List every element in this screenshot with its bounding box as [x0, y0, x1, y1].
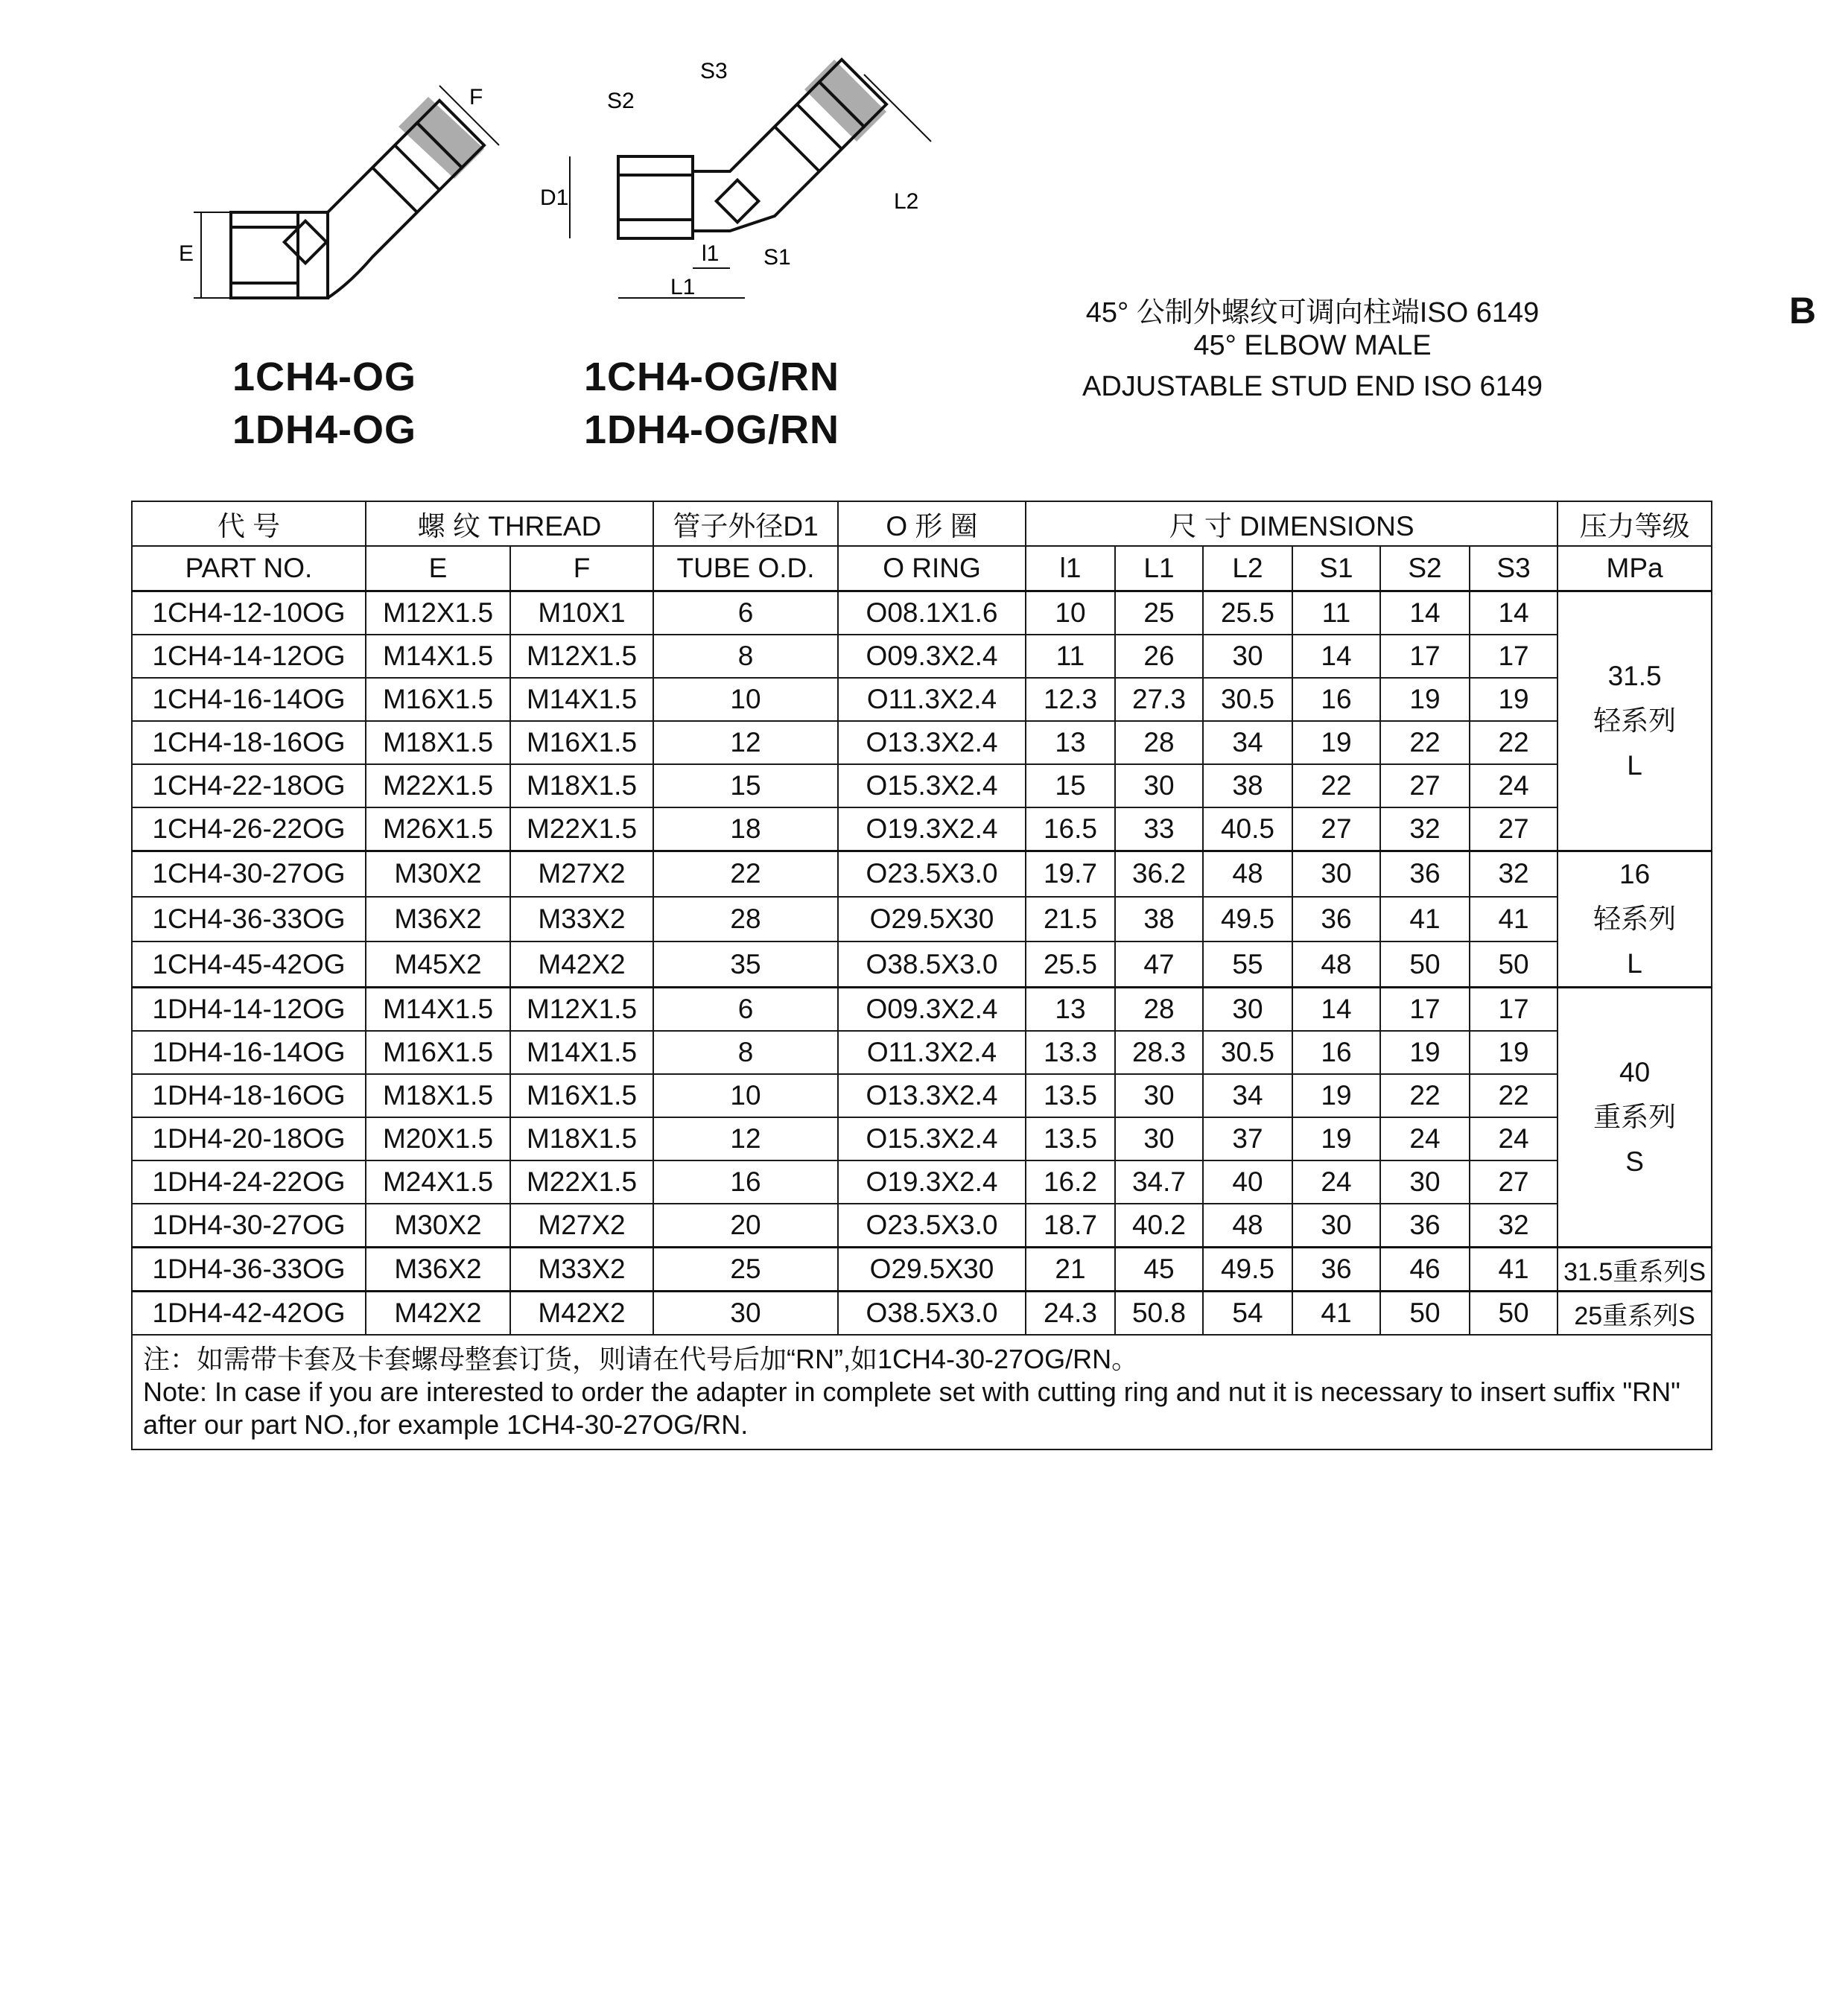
cell-dim-s1: 22	[1292, 764, 1380, 807]
cell-dim-s2: 50	[1380, 941, 1470, 987]
cell-dim-s3: 41	[1470, 1248, 1558, 1292]
pressure-group: 31.5重系列S	[1558, 1248, 1712, 1292]
heading-en-2: ADJUSTABLE STUD END ISO 6149	[1082, 371, 1543, 402]
code-left-2: 1DH4-OG	[232, 407, 417, 452]
heading-zh: 45° 公制外螺纹可调向柱端ISO 6149	[1085, 297, 1540, 328]
header-pressure-zh: 压力等级	[1558, 501, 1712, 546]
cell-part-no: 1DH4-36-33OG	[132, 1248, 366, 1292]
cell-dim-l2: 25.5	[1203, 591, 1292, 635]
cell-tube-od: 28	[653, 897, 838, 942]
pressure-value: 31.5	[1607, 661, 1662, 691]
cell-dim-s2: 22	[1380, 721, 1470, 764]
cell-thread-e: M14X1.5	[366, 988, 510, 1032]
cell-dim-l2: 55	[1203, 941, 1292, 987]
cell-dim-s3: 19	[1470, 1031, 1558, 1074]
dim-label-d1: D1	[540, 185, 569, 210]
cell-thread-e: M16X1.5	[366, 678, 510, 721]
cell-dim-s1: 16	[1292, 1031, 1380, 1074]
cell-tube-od: 22	[653, 851, 838, 897]
cell-dim-s1: 41	[1292, 1292, 1380, 1336]
cell-dim-s3: 14	[1470, 591, 1558, 635]
table-row	[132, 678, 1712, 721]
cell-thread-e: M12X1.5	[366, 591, 510, 635]
cell-thread-f: M16X1.5	[510, 721, 653, 764]
cell-dim-s3: 32	[1470, 1204, 1558, 1248]
cell-o-ring: O38.5X3.0	[838, 1292, 1026, 1336]
cell-dim-s3: 22	[1470, 1074, 1558, 1117]
cell-part-no: 1DH4-20-18OG	[132, 1117, 366, 1160]
cell-part-no: 1DH4-16-14OG	[132, 1031, 366, 1074]
cell-dim-s2: 14	[1380, 591, 1470, 635]
cell-thread-e: M36X2	[366, 1248, 510, 1292]
cell-dim-s1: 11	[1292, 591, 1380, 635]
cell-dim-l1: 27.3	[1115, 678, 1203, 721]
cell-dim-l2: 40	[1203, 1160, 1292, 1204]
dim-label-f: F	[469, 85, 483, 109]
cell-dim-s2: 27	[1380, 764, 1470, 807]
header-oring-zh: O 形 圈	[838, 501, 1026, 546]
cell-thread-f: M14X1.5	[510, 678, 653, 721]
cell-thread-e: M16X1.5	[366, 1031, 510, 1074]
cell-dim-s1: 27	[1292, 807, 1380, 851]
header-l1: L1	[1115, 546, 1203, 591]
cell-dim-l1: 28	[1115, 721, 1203, 764]
cell-o-ring: O38.5X3.0	[838, 941, 1026, 987]
cell-dim-s1: 19	[1292, 721, 1380, 764]
fitting-drawing-right	[536, 45, 939, 313]
header-thread: 螺 纹 THREAD	[366, 501, 653, 546]
cell-thread-f: M10X1	[510, 591, 653, 635]
table-row	[132, 1292, 1712, 1336]
cell-dim-s2: 36	[1380, 1204, 1470, 1248]
header-e: E	[366, 546, 510, 591]
pressure-group: 25重系列S	[1558, 1292, 1712, 1336]
cell-dim-l2: 38	[1203, 764, 1292, 807]
pressure-series-en: L	[1627, 948, 1642, 979]
cell-part-no: 1CH4-12-10OG	[132, 591, 366, 635]
header-l1-small: l1	[1026, 546, 1115, 591]
cell-thread-e: M24X1.5	[366, 1160, 510, 1204]
pressure-value: 16	[1619, 859, 1651, 889]
cell-thread-e: M18X1.5	[366, 721, 510, 764]
cell-o-ring: O29.5X30	[838, 1248, 1026, 1292]
cell-dim-l2: 49.5	[1203, 1248, 1292, 1292]
cell-dim-s3: 50	[1470, 941, 1558, 987]
cell-dim-l1: 34.7	[1115, 1160, 1203, 1204]
table-row	[132, 591, 1712, 635]
cell-dim-s2: 32	[1380, 807, 1470, 851]
dim-label-s2: S2	[607, 89, 635, 113]
cell-dim-s2: 22	[1380, 1074, 1470, 1117]
pressure-group	[1558, 591, 1712, 851]
dim-label-l2: L2	[894, 189, 919, 214]
cell-tube-od: 12	[653, 721, 838, 764]
cell-thread-f: M42X2	[510, 941, 653, 987]
cell-dim-l1-small: 18.7	[1026, 1204, 1115, 1248]
cell-tube-od: 10	[653, 678, 838, 721]
code-right-2: 1DH4-OG/RN	[584, 407, 840, 452]
cell-o-ring: O11.3X2.4	[838, 1031, 1026, 1074]
cell-o-ring: O08.1X1.6	[838, 591, 1026, 635]
cell-tube-od: 18	[653, 807, 838, 851]
cell-dim-s1: 19	[1292, 1074, 1380, 1117]
table-row	[132, 941, 1712, 987]
cell-thread-e: M20X1.5	[366, 1117, 510, 1160]
cell-tube-od: 30	[653, 1292, 838, 1336]
cell-dim-l1: 40.2	[1115, 1204, 1203, 1248]
cell-dim-l1: 36.2	[1115, 851, 1203, 897]
table-row	[132, 1074, 1712, 1117]
table-row	[132, 988, 1712, 1032]
cell-dim-l1-small: 13.5	[1026, 1117, 1115, 1160]
table-row	[132, 1031, 1712, 1074]
cell-dim-l1: 28	[1115, 988, 1203, 1032]
cell-dim-s3: 17	[1470, 988, 1558, 1032]
header-dimensions: 尺 寸 DIMENSIONS	[1026, 501, 1558, 546]
note-en: Note: In case if you are interested to order the adapter in complete set with cutting ring and nut it is necessary to insert suffix "RN" after our part NO.,for example 1CH4-30-27OG/RN.	[143, 1376, 1680, 1440]
cell-dim-s3: 24	[1470, 764, 1558, 807]
cell-dim-l1: 50.8	[1115, 1292, 1203, 1336]
cell-dim-s1: 30	[1292, 851, 1380, 897]
cell-dim-l1-small: 21	[1026, 1248, 1115, 1292]
cell-dim-l2: 34	[1203, 721, 1292, 764]
cell-dim-l1: 33	[1115, 807, 1203, 851]
note-cell	[132, 1335, 1712, 1449]
cell-thread-f: M22X1.5	[510, 807, 653, 851]
cell-dim-l2: 48	[1203, 1204, 1292, 1248]
cell-dim-l1-small: 10	[1026, 591, 1115, 635]
cell-dim-l2: 48	[1203, 851, 1292, 897]
cell-dim-l1-small: 12.3	[1026, 678, 1115, 721]
cell-dim-l1: 25	[1115, 591, 1203, 635]
pressure-group	[1558, 988, 1712, 1248]
cell-part-no: 1CH4-36-33OG	[132, 897, 366, 942]
cell-dim-s3: 50	[1470, 1292, 1558, 1336]
cell-dim-l1: 45	[1115, 1248, 1203, 1292]
cell-dim-l1: 30	[1115, 1117, 1203, 1160]
cell-thread-f: M42X2	[510, 1292, 653, 1336]
cell-dim-s2: 19	[1380, 678, 1470, 721]
header-tube-en: TUBE O.D.	[653, 546, 838, 591]
cell-part-no: 1DH4-30-27OG	[132, 1204, 366, 1248]
cell-o-ring: O15.3X2.4	[838, 764, 1026, 807]
spec-table	[131, 501, 1712, 1450]
cell-thread-f: M22X1.5	[510, 1160, 653, 1204]
cell-dim-l2: 34	[1203, 1074, 1292, 1117]
cell-part-no: 1CH4-45-42OG	[132, 941, 366, 987]
header-tube-zh: 管子外径D1	[653, 501, 838, 546]
cell-thread-e: M42X2	[366, 1292, 510, 1336]
cell-dim-l1-small: 13	[1026, 721, 1115, 764]
cell-o-ring: O19.3X2.4	[838, 1160, 1026, 1204]
section-letter: B	[1789, 290, 1817, 331]
table-row	[132, 807, 1712, 851]
table-row	[132, 1117, 1712, 1160]
cell-dim-s2: 19	[1380, 1031, 1470, 1074]
cell-tube-od: 6	[653, 591, 838, 635]
cell-dim-l1: 26	[1115, 635, 1203, 678]
pressure-series-zh: 重系列	[1593, 1102, 1677, 1132]
cell-tube-od: 8	[653, 1031, 838, 1074]
cell-dim-s2: 41	[1380, 897, 1470, 942]
cell-dim-s2: 17	[1380, 988, 1470, 1032]
cell-part-no: 1CH4-30-27OG	[132, 851, 366, 897]
header-row-1	[132, 501, 1712, 546]
note-zh: 注：如需带卡套及卡套螺母整套订货，则请在代号后加“RN”,如1CH4-30-27OG/RN。	[143, 1344, 1139, 1374]
cell-thread-e: M30X2	[366, 1204, 510, 1248]
dim-label-s3: S3	[700, 59, 728, 83]
cell-tube-od: 6	[653, 988, 838, 1032]
cell-dim-s3: 22	[1470, 721, 1558, 764]
cell-part-no: 1CH4-26-22OG	[132, 807, 366, 851]
pressure-series-en: S	[1625, 1146, 1644, 1177]
fitting-drawing-left	[171, 45, 514, 328]
cell-thread-f: M16X1.5	[510, 1074, 653, 1117]
cell-part-no: 1CH4-14-12OG	[132, 635, 366, 678]
header-row-2	[132, 546, 1712, 591]
cell-dim-l2: 49.5	[1203, 897, 1292, 942]
cell-dim-l2: 30.5	[1203, 1031, 1292, 1074]
cell-dim-s2: 30	[1380, 1160, 1470, 1204]
cell-dim-s2: 50	[1380, 1292, 1470, 1336]
cell-part-no: 1DH4-18-16OG	[132, 1074, 366, 1117]
cell-o-ring: O13.3X2.4	[838, 721, 1026, 764]
cell-dim-l1-small: 16.2	[1026, 1160, 1115, 1204]
cell-thread-e: M22X1.5	[366, 764, 510, 807]
cell-dim-l1: 30	[1115, 764, 1203, 807]
header-code-zh: 代 号	[132, 501, 366, 546]
cell-dim-s1: 48	[1292, 941, 1380, 987]
cell-o-ring: O09.3X2.4	[838, 635, 1026, 678]
cell-dim-s2: 17	[1380, 635, 1470, 678]
cell-dim-l2: 30	[1203, 635, 1292, 678]
cell-dim-s1: 14	[1292, 988, 1380, 1032]
table-row	[132, 1204, 1712, 1248]
header-s1: S1	[1292, 546, 1380, 591]
cell-part-no: 1CH4-16-14OG	[132, 678, 366, 721]
dim-label-s1: S1	[763, 245, 791, 270]
table-row	[132, 764, 1712, 807]
pressure-series-zh: 轻系列	[1593, 904, 1677, 934]
cell-dim-l2: 54	[1203, 1292, 1292, 1336]
cell-dim-s1: 14	[1292, 635, 1380, 678]
cell-dim-l1-small: 25.5	[1026, 941, 1115, 987]
cell-dim-s3: 27	[1470, 1160, 1558, 1204]
cell-thread-f: M27X2	[510, 851, 653, 897]
cell-o-ring: O29.5X30	[838, 897, 1026, 942]
cell-dim-l1-small: 15	[1026, 764, 1115, 807]
cell-dim-l1-small: 16.5	[1026, 807, 1115, 851]
cell-dim-s2: 24	[1380, 1117, 1470, 1160]
cell-dim-l2: 37	[1203, 1117, 1292, 1160]
header-part-no: PART NO.	[132, 546, 366, 591]
cell-dim-l1-small: 24.3	[1026, 1292, 1115, 1336]
cell-tube-od: 15	[653, 764, 838, 807]
header-l2: L2	[1203, 546, 1292, 591]
cell-dim-s3: 27	[1470, 807, 1558, 851]
cell-o-ring: O11.3X2.4	[838, 678, 1026, 721]
pressure-group	[1558, 851, 1712, 988]
cell-thread-f: M18X1.5	[510, 1117, 653, 1160]
cell-dim-l1-small: 19.7	[1026, 851, 1115, 897]
cell-dim-l1-small: 11	[1026, 635, 1115, 678]
table-row	[132, 721, 1712, 764]
cell-dim-s1: 30	[1292, 1204, 1380, 1248]
cell-dim-s3: 32	[1470, 851, 1558, 897]
cell-dim-s1: 19	[1292, 1117, 1380, 1160]
table-row	[132, 851, 1712, 897]
cell-thread-e: M26X1.5	[366, 807, 510, 851]
cell-thread-f: M12X1.5	[510, 988, 653, 1032]
header-s2: S2	[1380, 546, 1470, 591]
dim-label-l1-small: l1	[702, 241, 720, 266]
cell-thread-f: M18X1.5	[510, 764, 653, 807]
cell-dim-l1: 28.3	[1115, 1031, 1203, 1074]
cell-o-ring: O09.3X2.4	[838, 988, 1026, 1032]
cell-tube-od: 16	[653, 1160, 838, 1204]
cell-dim-s1: 24	[1292, 1160, 1380, 1204]
pressure-series-zh: 轻系列	[1593, 705, 1677, 736]
cell-thread-e: M18X1.5	[366, 1074, 510, 1117]
table-row	[132, 1248, 1712, 1292]
cell-thread-f: M27X2	[510, 1204, 653, 1248]
cell-dim-l1-small: 13.3	[1026, 1031, 1115, 1074]
cell-part-no: 1CH4-18-16OG	[132, 721, 366, 764]
cell-dim-s1: 36	[1292, 1248, 1380, 1292]
header-oring-en: O RING	[838, 546, 1026, 591]
header-f: F	[510, 546, 653, 591]
cell-part-no: 1DH4-24-22OG	[132, 1160, 366, 1204]
cell-dim-s3: 19	[1470, 678, 1558, 721]
dim-label-e: E	[179, 241, 194, 266]
cell-dim-s3: 24	[1470, 1117, 1558, 1160]
cell-dim-l2: 30.5	[1203, 678, 1292, 721]
cell-dim-s3: 41	[1470, 897, 1558, 942]
note-row	[132, 1335, 1712, 1449]
cell-dim-s2: 36	[1380, 851, 1470, 897]
header-pressure-unit: MPa	[1558, 546, 1712, 591]
table-row	[132, 897, 1712, 942]
cell-dim-l2: 40.5	[1203, 807, 1292, 851]
heading-en-1: 45° ELBOW MALE	[1193, 330, 1432, 361]
cell-o-ring: O19.3X2.4	[838, 807, 1026, 851]
cell-tube-od: 25	[653, 1248, 838, 1292]
pressure-series-en: L	[1627, 750, 1642, 781]
cell-tube-od: 12	[653, 1117, 838, 1160]
cell-o-ring: O23.5X3.0	[838, 1204, 1026, 1248]
cell-thread-f: M33X2	[510, 897, 653, 942]
cell-dim-l1: 38	[1115, 897, 1203, 942]
cell-dim-l1: 47	[1115, 941, 1203, 987]
cell-tube-od: 35	[653, 941, 838, 987]
cell-dim-l1-small: 21.5	[1026, 897, 1115, 942]
dim-label-l1: L1	[670, 275, 696, 299]
cell-dim-l1: 30	[1115, 1074, 1203, 1117]
cell-dim-s2: 46	[1380, 1248, 1470, 1292]
cell-part-no: 1CH4-22-18OG	[132, 764, 366, 807]
cell-thread-e: M36X2	[366, 897, 510, 942]
cell-dim-s3: 17	[1470, 635, 1558, 678]
code-left-1: 1CH4-OG	[232, 355, 417, 399]
pressure-value: 40	[1619, 1057, 1651, 1087]
cell-dim-s1: 16	[1292, 678, 1380, 721]
cell-thread-e: M45X2	[366, 941, 510, 987]
table-row	[132, 1160, 1712, 1204]
cell-dim-l1-small: 13.5	[1026, 1074, 1115, 1117]
cell-o-ring: O15.3X2.4	[838, 1117, 1026, 1160]
cell-tube-od: 8	[653, 635, 838, 678]
cell-o-ring: O13.3X2.4	[838, 1074, 1026, 1117]
cell-tube-od: 20	[653, 1204, 838, 1248]
cell-thread-e: M14X1.5	[366, 635, 510, 678]
cell-o-ring: O23.5X3.0	[838, 851, 1026, 897]
cell-thread-f: M12X1.5	[510, 635, 653, 678]
cell-thread-f: M14X1.5	[510, 1031, 653, 1074]
cell-part-no: 1DH4-42-42OG	[132, 1292, 366, 1336]
cell-thread-e: M30X2	[366, 851, 510, 897]
cell-part-no: 1DH4-14-12OG	[132, 988, 366, 1032]
cell-thread-f: M33X2	[510, 1248, 653, 1292]
cell-tube-od: 10	[653, 1074, 838, 1117]
header-s3: S3	[1470, 546, 1558, 591]
cell-dim-l2: 30	[1203, 988, 1292, 1032]
cell-dim-s1: 36	[1292, 897, 1380, 942]
cell-dim-l1-small: 13	[1026, 988, 1115, 1032]
table-row	[132, 635, 1712, 678]
code-right-1: 1CH4-OG/RN	[584, 355, 840, 399]
